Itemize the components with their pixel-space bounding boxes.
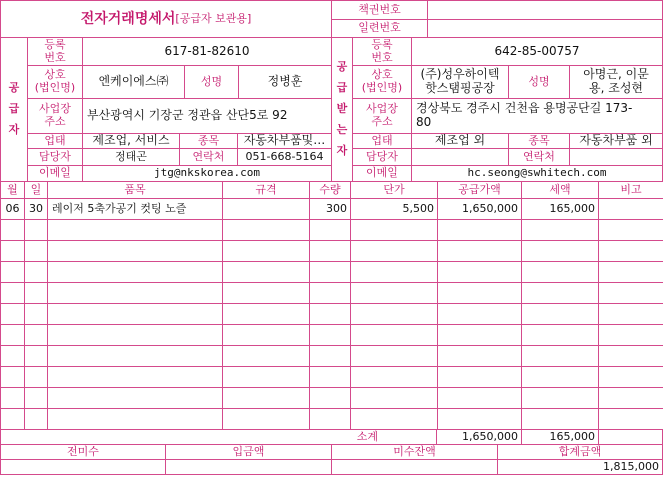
empty-cell <box>24 282 48 304</box>
unpaid <box>331 459 498 475</box>
empty-cell <box>437 219 522 241</box>
receiver-company-label: 상호 (법인명) <box>352 65 412 99</box>
empty-cell <box>222 408 310 430</box>
receiver-section-label-char: 받 <box>336 102 348 116</box>
empty-cell <box>47 240 223 262</box>
empty-cell <box>521 387 599 409</box>
empty-cell <box>0 219 25 241</box>
empty-cell <box>222 366 310 388</box>
empty-cell <box>24 345 48 367</box>
empty-cell <box>598 324 663 346</box>
empty-cell <box>309 408 351 430</box>
empty-cell <box>521 303 599 325</box>
empty-cell <box>222 303 310 325</box>
supplier-company-label: 상호 (법인명) <box>27 65 83 99</box>
empty-cell <box>521 408 599 430</box>
serial-no-value <box>427 19 663 38</box>
receiver-email: hc.seong@swhitech.com <box>411 165 663 182</box>
empty-cell <box>222 261 310 283</box>
supplier-name-label: 성명 <box>184 65 239 99</box>
empty-cell <box>350 387 438 409</box>
empty-cell <box>437 261 522 283</box>
receiver-name-label: 성명 <box>508 65 570 99</box>
empty-cell <box>309 345 351 367</box>
supplier-section-label <box>0 37 28 182</box>
document-title <box>0 0 332 38</box>
empty-cell <box>598 219 663 241</box>
supplier-reg-no: 617-81-82610 <box>82 37 332 66</box>
subtotal-label: 소계 <box>0 429 437 445</box>
received-label: 입금액 <box>165 444 332 460</box>
empty-cell <box>437 282 522 304</box>
empty-cell <box>222 345 310 367</box>
item-cell: 레이저 5축가공기 컷팅 노즐 <box>47 198 223 220</box>
supplier-email-label: 이메일 <box>27 165 83 182</box>
empty-cell <box>437 240 522 262</box>
supplier-reg-label: 등록 번호 <box>27 37 83 66</box>
col-header-7: 세액 <box>521 181 599 199</box>
empty-cell <box>309 219 351 241</box>
receiver-address: 경상북도 경주시 건천읍 용명공단길 173- 80 <box>411 98 663 134</box>
receiver-reg-no: 642-85-00757 <box>411 37 663 66</box>
item-cell: 1,650,000 <box>437 198 522 220</box>
col-header-8: 비고 <box>598 181 663 199</box>
empty-cell <box>309 387 351 409</box>
empty-cell <box>521 240 599 262</box>
receiver-section-label <box>331 37 353 182</box>
empty-cell <box>0 387 25 409</box>
supplier-section-label-char: 자 <box>8 122 20 136</box>
empty-cell <box>24 408 48 430</box>
receiver-biz-type-label: 업태 <box>352 133 412 149</box>
empty-cell <box>350 219 438 241</box>
col-header-6: 공급가액 <box>437 181 522 199</box>
empty-cell <box>47 387 223 409</box>
empty-cell <box>47 366 223 388</box>
receiver-biz-item-label: 종목 <box>508 133 570 149</box>
receiver-phone-label: 연락처 <box>508 148 570 166</box>
empty-cell <box>47 324 223 346</box>
empty-cell <box>598 282 663 304</box>
col-header-1: 일 <box>24 181 48 199</box>
empty-cell <box>0 240 25 262</box>
empty-cell <box>521 219 599 241</box>
prev-balance-label: 전미수 <box>0 444 166 460</box>
empty-cell <box>350 408 438 430</box>
empty-cell <box>437 408 522 430</box>
empty-cell <box>0 345 25 367</box>
book-no-label: 책권번호 <box>331 0 428 20</box>
empty-cell <box>24 219 48 241</box>
empty-cell <box>437 366 522 388</box>
col-header-0: 월 <box>0 181 25 199</box>
empty-cell <box>47 261 223 283</box>
supplier-phone: 051-668-5164 <box>237 148 332 166</box>
empty-cell <box>521 282 599 304</box>
empty-cell <box>222 240 310 262</box>
empty-cell <box>309 324 351 346</box>
supplier-biz-item: 자동차부품및… <box>237 133 332 149</box>
total-amount: 1,815,000 <box>497 459 663 475</box>
receiver-company: (주)성우하이텍 핫스탬핑공장 <box>411 65 509 99</box>
supplier-contact: 정태곤 <box>82 148 180 166</box>
empty-cell <box>598 387 663 409</box>
empty-cell <box>0 366 25 388</box>
empty-cell <box>47 303 223 325</box>
col-header-5: 단가 <box>350 181 438 199</box>
empty-cell <box>437 324 522 346</box>
supplier-address-label: 사업장 주소 <box>27 98 83 134</box>
empty-cell <box>598 261 663 283</box>
supplier-section-label-char: 공 <box>8 81 20 95</box>
empty-cell <box>0 324 25 346</box>
empty-cell <box>598 303 663 325</box>
item-cell <box>598 198 663 220</box>
col-header-3: 규격 <box>222 181 310 199</box>
item-cell: 300 <box>309 198 351 220</box>
receiver-phone <box>569 148 663 166</box>
empty-cell <box>598 408 663 430</box>
empty-cell <box>598 366 663 388</box>
empty-cell <box>24 303 48 325</box>
unpaid-label: 미수잔액 <box>331 444 498 460</box>
col-header-2: 품목 <box>47 181 223 199</box>
supplier-company: 엔케이에스㈜ <box>82 65 185 99</box>
empty-cell <box>24 240 48 262</box>
title-sub: [공급자 보관용] <box>175 11 252 25</box>
receiver-section-label-char: 자 <box>336 143 348 157</box>
receiver-address-label: 사업장 주소 <box>352 98 412 134</box>
empty-cell <box>0 261 25 283</box>
empty-cell <box>47 282 223 304</box>
supplier-name: 정병훈 <box>238 65 332 99</box>
empty-cell <box>309 303 351 325</box>
empty-cell <box>521 366 599 388</box>
receiver-biz-item: 자동차부품 외 <box>569 133 663 149</box>
supplier-biz-item-label: 종목 <box>179 133 238 149</box>
empty-cell <box>309 261 351 283</box>
book-no-value <box>427 0 663 20</box>
empty-cell <box>521 261 599 283</box>
empty-cell <box>222 324 310 346</box>
receiver-section-label-char: 는 <box>336 122 348 136</box>
empty-cell <box>24 324 48 346</box>
empty-cell <box>350 324 438 346</box>
title-text: 전자거래명세서 <box>80 10 176 27</box>
empty-cell <box>521 324 599 346</box>
empty-cell <box>222 219 310 241</box>
col-header-4: 수량 <box>309 181 351 199</box>
empty-cell <box>350 345 438 367</box>
empty-cell <box>350 282 438 304</box>
empty-cell <box>222 282 310 304</box>
supplier-biz-type-label: 업태 <box>27 133 83 149</box>
receiver-section-label-char: 급 <box>336 81 348 95</box>
empty-cell <box>222 387 310 409</box>
receiver-reg-label: 등록 번호 <box>352 37 412 66</box>
supplier-section-label-char: 급 <box>8 102 20 116</box>
empty-cell <box>24 366 48 388</box>
supplier-email: jtg@nkskorea.com <box>82 165 332 182</box>
subtotal-note <box>598 429 663 445</box>
empty-cell <box>24 261 48 283</box>
received <box>165 459 332 475</box>
supplier-biz-type: 제조업, 서비스 <box>82 133 180 149</box>
receiver-contact <box>411 148 509 166</box>
supplier-phone-label: 연락처 <box>179 148 238 166</box>
supplier-contact-label: 담당자 <box>27 148 83 166</box>
empty-cell <box>437 345 522 367</box>
receiver-name: 아명근, 이문 용, 조성현 <box>569 65 663 99</box>
empty-cell <box>309 240 351 262</box>
empty-cell <box>598 345 663 367</box>
receiver-email-label: 이메일 <box>352 165 412 182</box>
empty-cell <box>350 261 438 283</box>
prev-balance <box>0 459 166 475</box>
item-cell: 5,500 <box>350 198 438 220</box>
total-label: 합계금액 <box>497 444 663 460</box>
empty-cell <box>47 219 223 241</box>
item-cell <box>222 198 310 220</box>
supplier-address: 부산광역시 기장군 정관읍 산단5로 92 <box>82 98 332 134</box>
empty-cell <box>0 303 25 325</box>
empty-cell <box>350 366 438 388</box>
subtotal-supply: 1,650,000 <box>436 429 522 445</box>
empty-cell <box>47 345 223 367</box>
empty-cell <box>437 303 522 325</box>
item-cell: 30 <box>24 198 48 220</box>
empty-cell <box>47 408 223 430</box>
empty-cell <box>309 366 351 388</box>
empty-cell <box>350 303 438 325</box>
empty-cell <box>309 282 351 304</box>
item-cell: 06 <box>0 198 25 220</box>
empty-cell <box>0 408 25 430</box>
empty-cell <box>437 387 522 409</box>
serial-no-label: 일련번호 <box>331 19 428 38</box>
subtotal-tax: 165,000 <box>521 429 599 445</box>
receiver-section-label-char: 공 <box>336 60 348 74</box>
empty-cell <box>521 345 599 367</box>
empty-cell <box>0 282 25 304</box>
empty-cell <box>598 240 663 262</box>
receiver-biz-type: 제조업 외 <box>411 133 509 149</box>
empty-cell <box>24 387 48 409</box>
receiver-contact-label: 담당자 <box>352 148 412 166</box>
item-cell: 165,000 <box>521 198 599 220</box>
empty-cell <box>350 240 438 262</box>
